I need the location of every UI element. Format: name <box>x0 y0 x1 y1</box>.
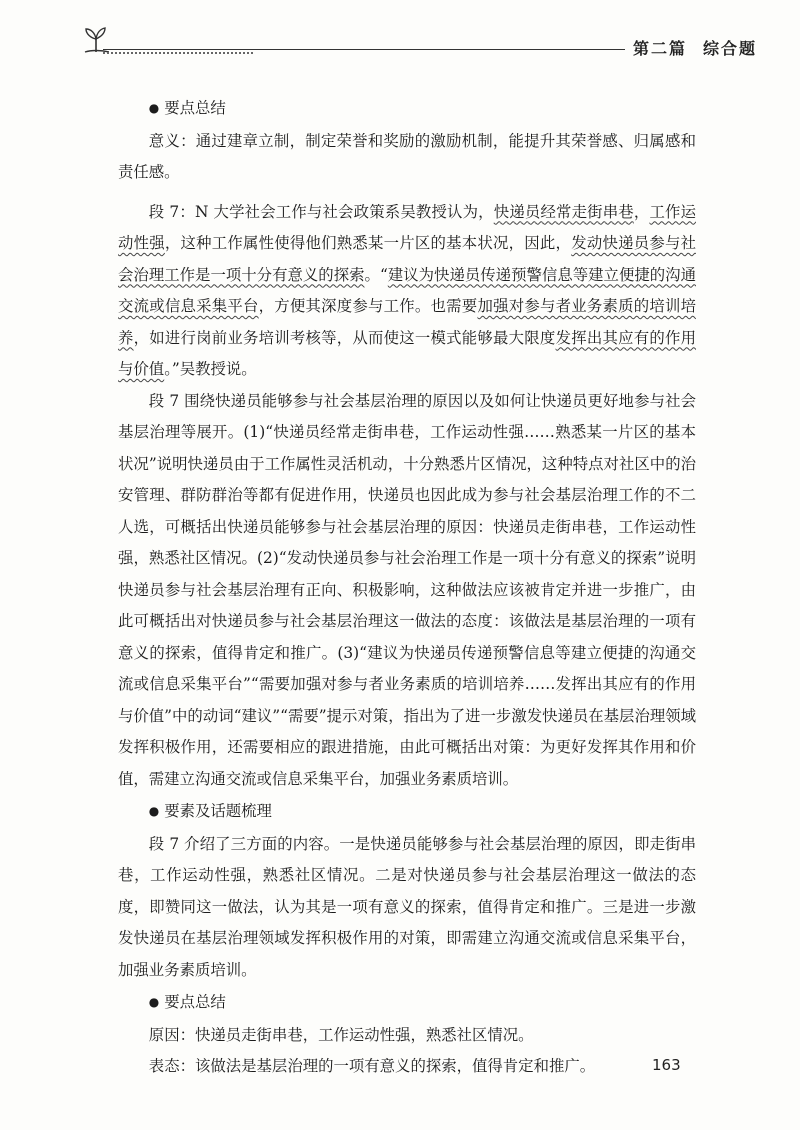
underlined-phrase: 发动快递员参与社会治理工作是一项十分有意义的探索 <box>118 234 696 284</box>
elements-paragraph: 段 7 介绍了三方面的内容。一是快递员能够参与社会基层治理的原因，即走街串巷，工作运动性强，熟悉社区情况。二是对快递员参与社会基层治理这一做法的态度，即赞同这一做法，认为其是一项有意义的探索，值得肯定和推广。三是进一步激发快递员在基层治理领域发挥积极作用的对策，即需建立沟通交流或信息采集平台，加强业务素质培训。 <box>118 834 696 979</box>
source-paragraph-7: 段 7：N 大学社会工作与社会政策系吴教授认为，快递员经常走街串巷，工作运动性强，这种工作属性使得他们熟悉某一片区的基本状况，因此，发动快递员参与社会治理工作是一项十分有意义的探索。“建议为快递员传递预警信息等建立便捷的沟通交流或信息采集平台，方便其深度参与工作。也需要加强对参与者业务素质的培训培养，如进行岗前业务培训考核等，从而使这一模式能够最大限度发挥出其应有的作用与价值。”吴教授说。 <box>118 202 696 378</box>
running-head <box>633 36 757 59</box>
part-label: 第二篇 <box>632 39 687 58</box>
header-dotted-rule <box>103 52 253 54</box>
page-body <box>118 92 696 1083</box>
section-title: 综合题 <box>702 39 757 58</box>
underlined-phrase: 建议为快递员传递预警信息等建立便捷的沟通交流或信息采集平台 <box>118 265 696 315</box>
bullet-icon: ● <box>148 101 160 115</box>
heading-text: 要点总结 <box>164 993 226 1011</box>
summary-attitude: 表态：该做法是基层治理的一项有意义的探索，值得肯定和推广。 <box>148 1057 596 1075</box>
underlined-phrase: 发挥出其应有的作用与价值 <box>118 328 696 378</box>
underlined-phrase: 工作运动性强 <box>118 202 696 252</box>
summary-reason: 原因：快递员走街串巷，工作运动性强，熟悉社区情况。 <box>148 1025 534 1044</box>
section-heading-elements <box>118 796 696 829</box>
section-heading-summary-2 <box>118 987 696 1020</box>
bullet-icon: ● <box>148 995 160 1009</box>
bullet-icon: ● <box>148 804 160 818</box>
analysis-paragraph: 段 7 围绕快递员能够参与社会基层治理的原因以及如何让快递员更好地参与社会基层治理等展开。(1)“快递员经常走街串巷，工作运动性强……熟悉某一片区的基本状况”说明快递员由于工作属性灵活机动，十分熟悉片区情况，这种特点对社区中的治安管理、群防群治等都有促进作用，快递员也因此成为参与社会基层治理工作的不二人选，可概括出快递员能够参与社会基层治理的原因：快递员走街串巷，工作运动性强，熟悉社区情况。(2)“发动快递员参与社会治理工作是一项十分有意义的探索”说明快递员参与社会基层治理有正向、积极影响，这种做法应该被肯定并进一步推广，由此可概括出对快递员参与社会基层治理这一做法的态度：该做法是基层治理的一项有意义的探索，值得肯定和推广。(3)“建议为快递员传递预警信息等建立便捷的沟通交流或信息采集平台”“需要加强对参与者业务素质的培训培养……发挥出其应有的作用与价值”中的动词“建议”“需要”提示对策，指出为了进一步激发快递员在基层治理领域发挥积极作用，还需要相应的跟进措施，由此可概括出对策：为更好发挥其作用和价值，需建立沟通交流或信息采集平台，加强业务素质培训。 <box>118 391 697 788</box>
underlined-phrase: 加强对参与者业务素质的培训培养 <box>118 297 696 347</box>
heading-text: 要点总结 <box>164 99 226 117</box>
header-rule <box>103 49 625 50</box>
section-heading-summary <box>118 93 696 126</box>
heading-text: 要素及话题梳理 <box>164 802 272 820</box>
page-header <box>75 22 775 62</box>
significance-paragraph: 意义：通过建章立制，制定荣誉和奖励的激励机制，能提升其荣誉感、归属感和责任感。 <box>118 131 696 181</box>
page-number: 163 <box>652 1056 681 1074</box>
underlined-phrase: 快递员经常走街串巷 <box>493 202 634 221</box>
